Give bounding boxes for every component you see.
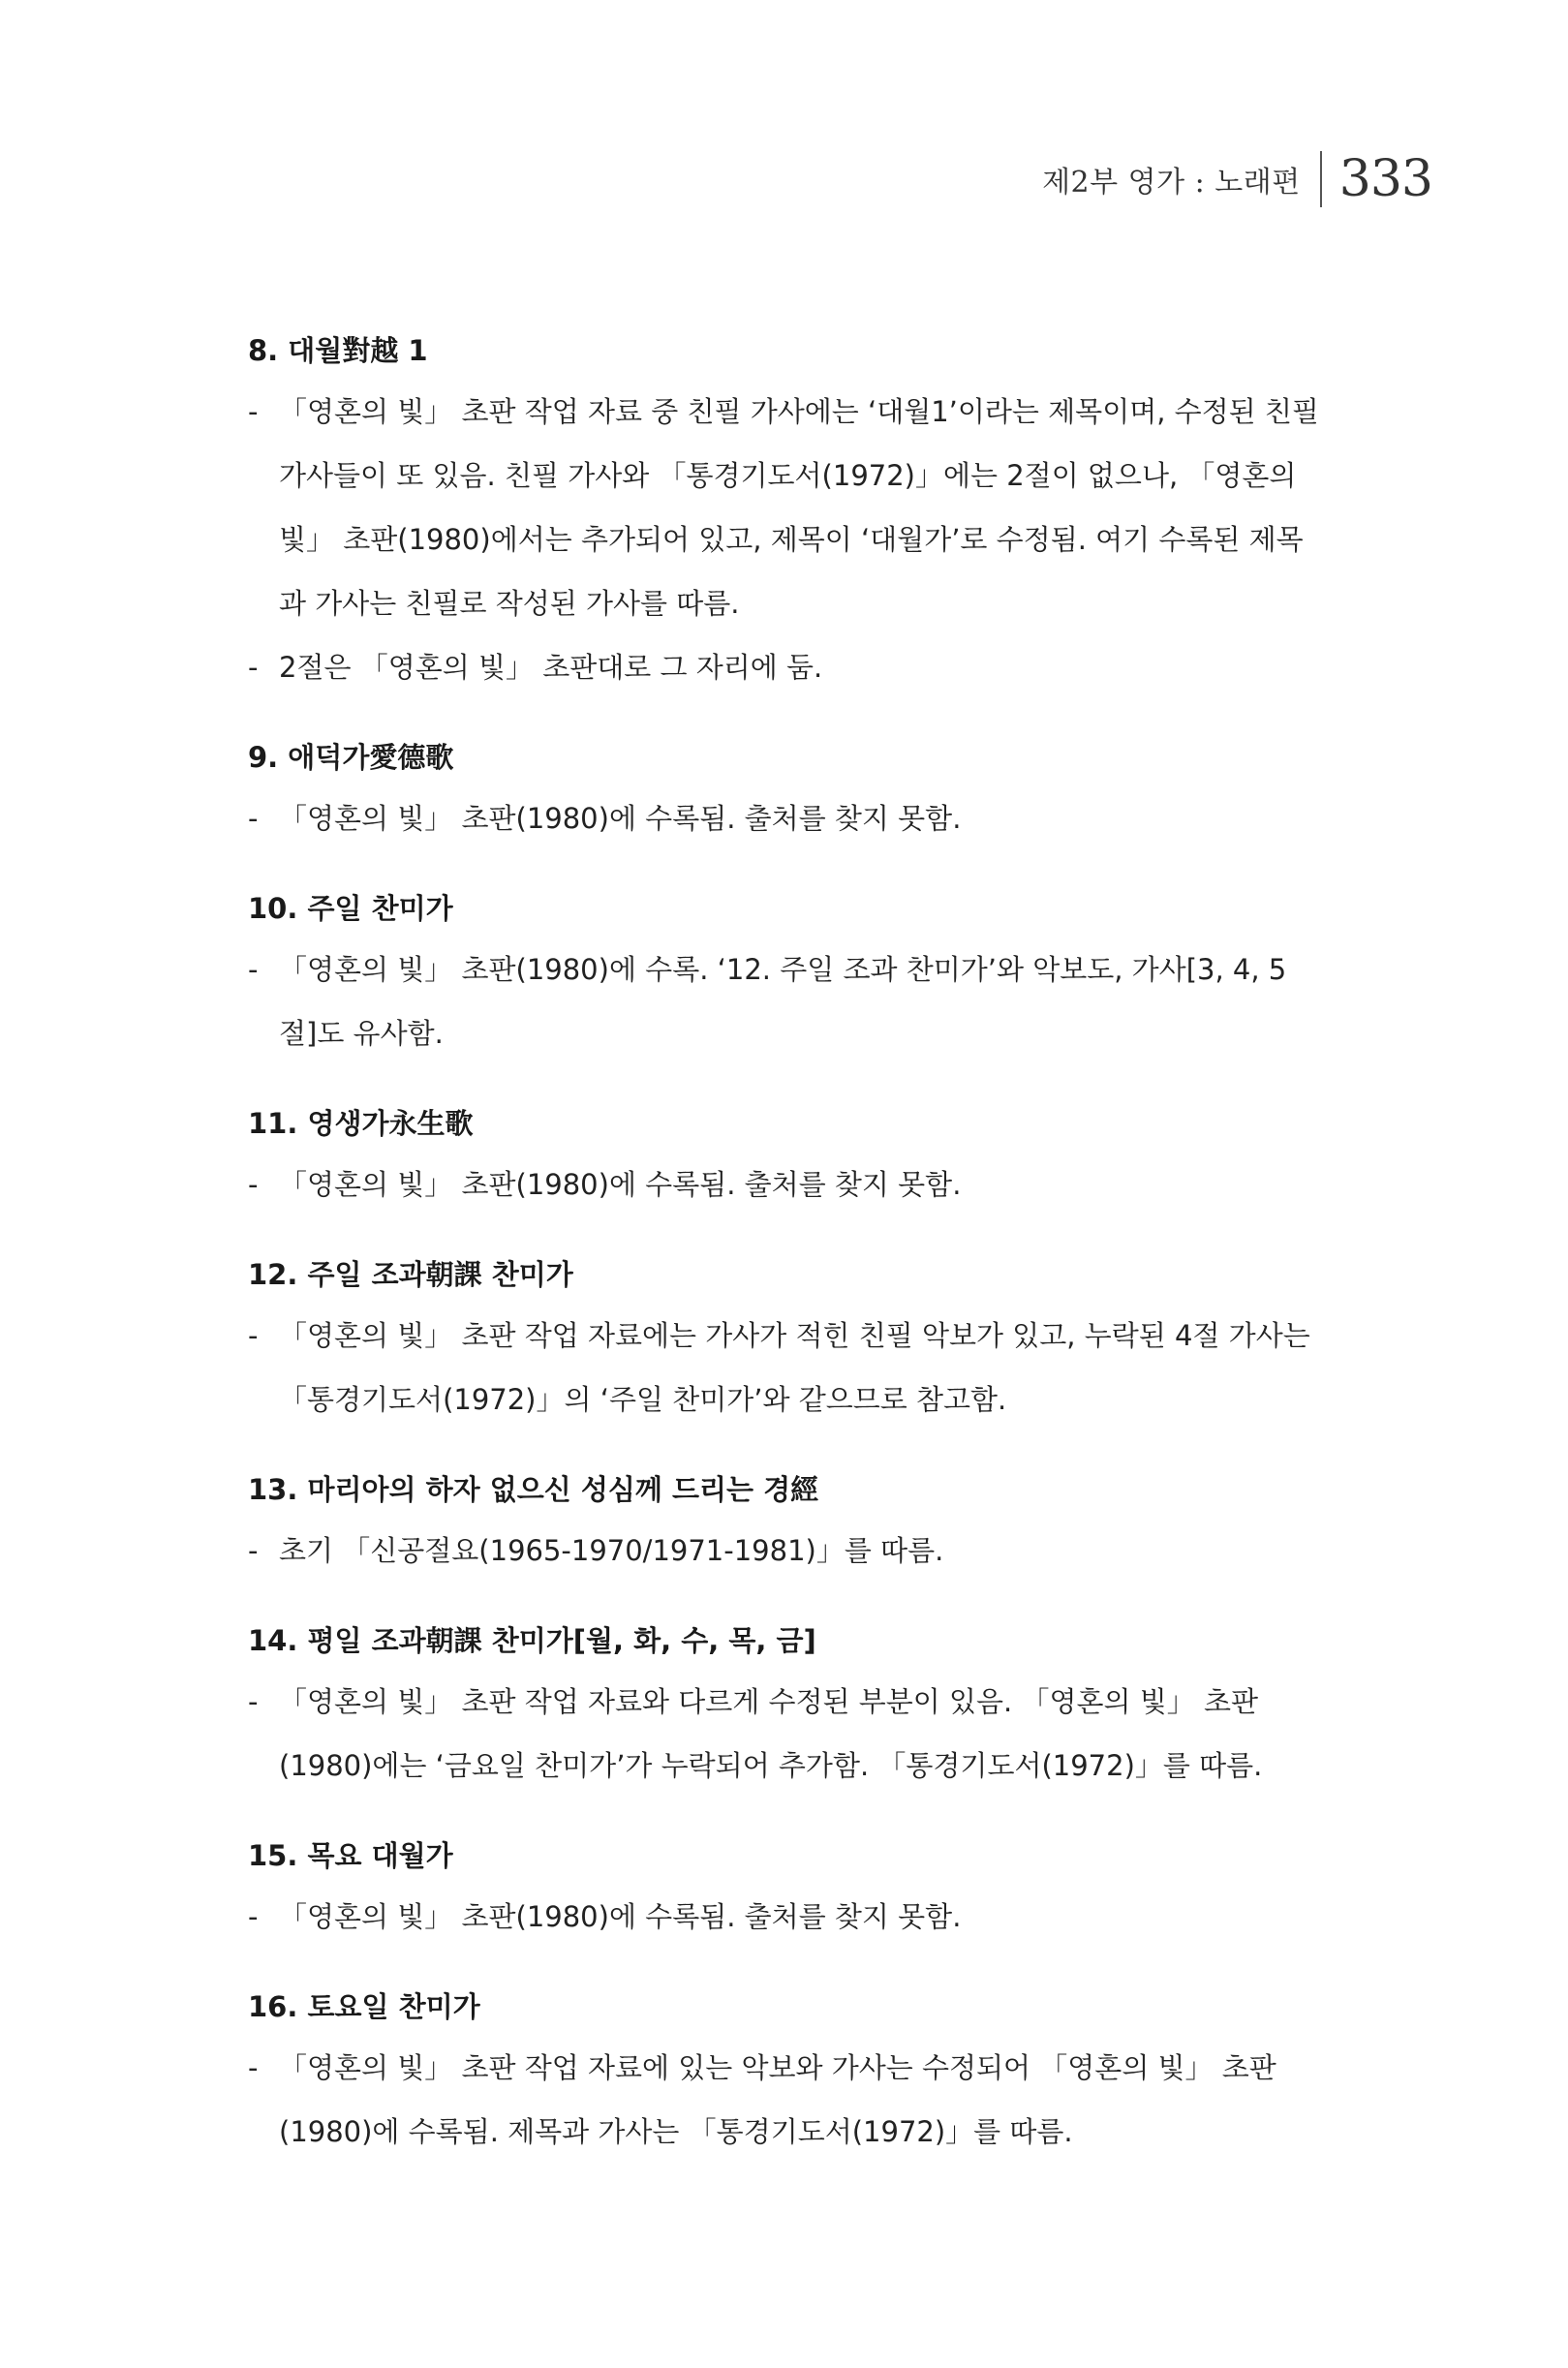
entry-title: 11. 영생가永生歌 — [248, 1107, 474, 1140]
running-header-title: 제2부 영가 : 노래편 — [1042, 166, 1301, 200]
dash-bullet: - — [248, 2051, 259, 2084]
note-entry — [248, 1832, 1323, 1949]
note-entry — [248, 1617, 1323, 1798]
note-item — [248, 1304, 1323, 1431]
note-item — [248, 1885, 1323, 1949]
note-text: 「영혼의 빛」 초판(1980)에 수록됨. 출처를 찾지 못함. — [279, 802, 962, 835]
note-entry — [248, 1251, 1323, 1431]
note-text: 「영혼의 빛」 초판(1980)에 수록됨. 출처를 찾지 못함. — [279, 1900, 962, 1933]
dash-bullet: - — [248, 395, 259, 428]
entry-title: 9. 애덕가愛德歌 — [248, 741, 454, 774]
note-entry — [248, 1984, 1323, 2164]
note-item — [248, 938, 1323, 1065]
dash-bullet: - — [248, 1319, 259, 1352]
entry-title: 8. 대월對越 1 — [248, 334, 428, 367]
notes-body — [248, 327, 1323, 2199]
header-divider — [1320, 151, 1322, 207]
entry-title: 10. 주일 찬미가 — [248, 892, 453, 925]
dash-bullet: - — [248, 1534, 259, 1567]
note-item — [248, 1519, 1323, 1583]
dash-bullet: - — [248, 1168, 259, 1201]
note-item — [248, 1153, 1323, 1216]
note-item — [248, 380, 1323, 635]
note-text: 「영혼의 빛」 초판(1980)에 수록됨. 출처를 찾지 못함. — [279, 1168, 962, 1201]
note-entry — [248, 1100, 1323, 1216]
entry-title: 12. 주일 조과朝課 찬미가 — [248, 1258, 573, 1291]
entry-title: 15. 목요 대월가 — [248, 1839, 453, 1872]
entry-title: 14. 평일 조과朝課 찬미가[월, 화, 수, 목, 금] — [248, 1624, 816, 1657]
note-text: 「영혼의 빛」 초판 작업 자료와 다르게 수정된 부분이 있음. 「영혼의 빛」 초판(1980)에는 ‘금요일 찬미가’가 누락되어 추가함. 「통경기도서(1972)」를 따름. — [279, 1685, 1263, 1782]
page-number: 333 — [1338, 150, 1432, 208]
dash-bullet: - — [248, 1900, 259, 1933]
note-text: 「영혼의 빛」 초판 작업 자료에는 가사가 적힌 친필 악보가 있고, 누락된 4절 가사는 「통경기도서(1972)」의 ‘주일 찬미가’와 같으므로 참고함. — [279, 1319, 1310, 1416]
note-entry — [248, 327, 1323, 699]
note-item — [248, 1670, 1323, 1798]
note-text: 초기 「신공절요(1965-1970/1971-1981)」를 따름. — [279, 1534, 944, 1567]
note-item — [248, 635, 1323, 699]
dash-bullet: - — [248, 802, 259, 835]
note-item — [248, 786, 1323, 850]
note-text: 「영혼의 빛」 초판 작업 자료 중 친필 가사에는 ‘대월1’이라는 제목이며, 수정된 친필 가사들이 또 있음. 친필 가사와 「통경기도서(1972)」에는 2절이 없으나, 「영혼의 빛」 초판(1980)에서는 추가되어 있고, 제목이 ‘대월가’로 수정됨. 여기 수록된 제목과 가사는 친필로 작성된 가사를 따름. — [279, 395, 1319, 620]
note-text: 2절은 「영혼의 빛」 초판대로 그 자리에 둠. — [279, 651, 823, 684]
note-entry — [248, 734, 1323, 850]
entry-title: 16. 토요일 찬미가 — [248, 1990, 480, 2023]
dash-bullet: - — [248, 1685, 259, 1718]
note-item — [248, 2036, 1323, 2164]
dash-bullet: - — [248, 651, 259, 684]
note-text: 「영혼의 빛」 초판 작업 자료에 있는 악보와 가사는 수정되어 「영혼의 빛」 초판(1980)에 수록됨. 제목과 가사는 「통경기도서(1972)」를 따름. — [279, 2051, 1276, 2148]
note-text: 「영혼의 빛」 초판(1980)에 수록. ‘12. 주일 조과 찬미가’와 악보도, 가사[3, 4, 5절]도 유사함. — [279, 953, 1287, 1050]
note-entry — [248, 1466, 1323, 1583]
note-entry — [248, 885, 1323, 1065]
running-header — [1042, 145, 1432, 213]
dash-bullet: - — [248, 953, 259, 986]
entry-title: 13. 마리아의 하자 없으신 성심께 드리는 경經 — [248, 1473, 819, 1506]
